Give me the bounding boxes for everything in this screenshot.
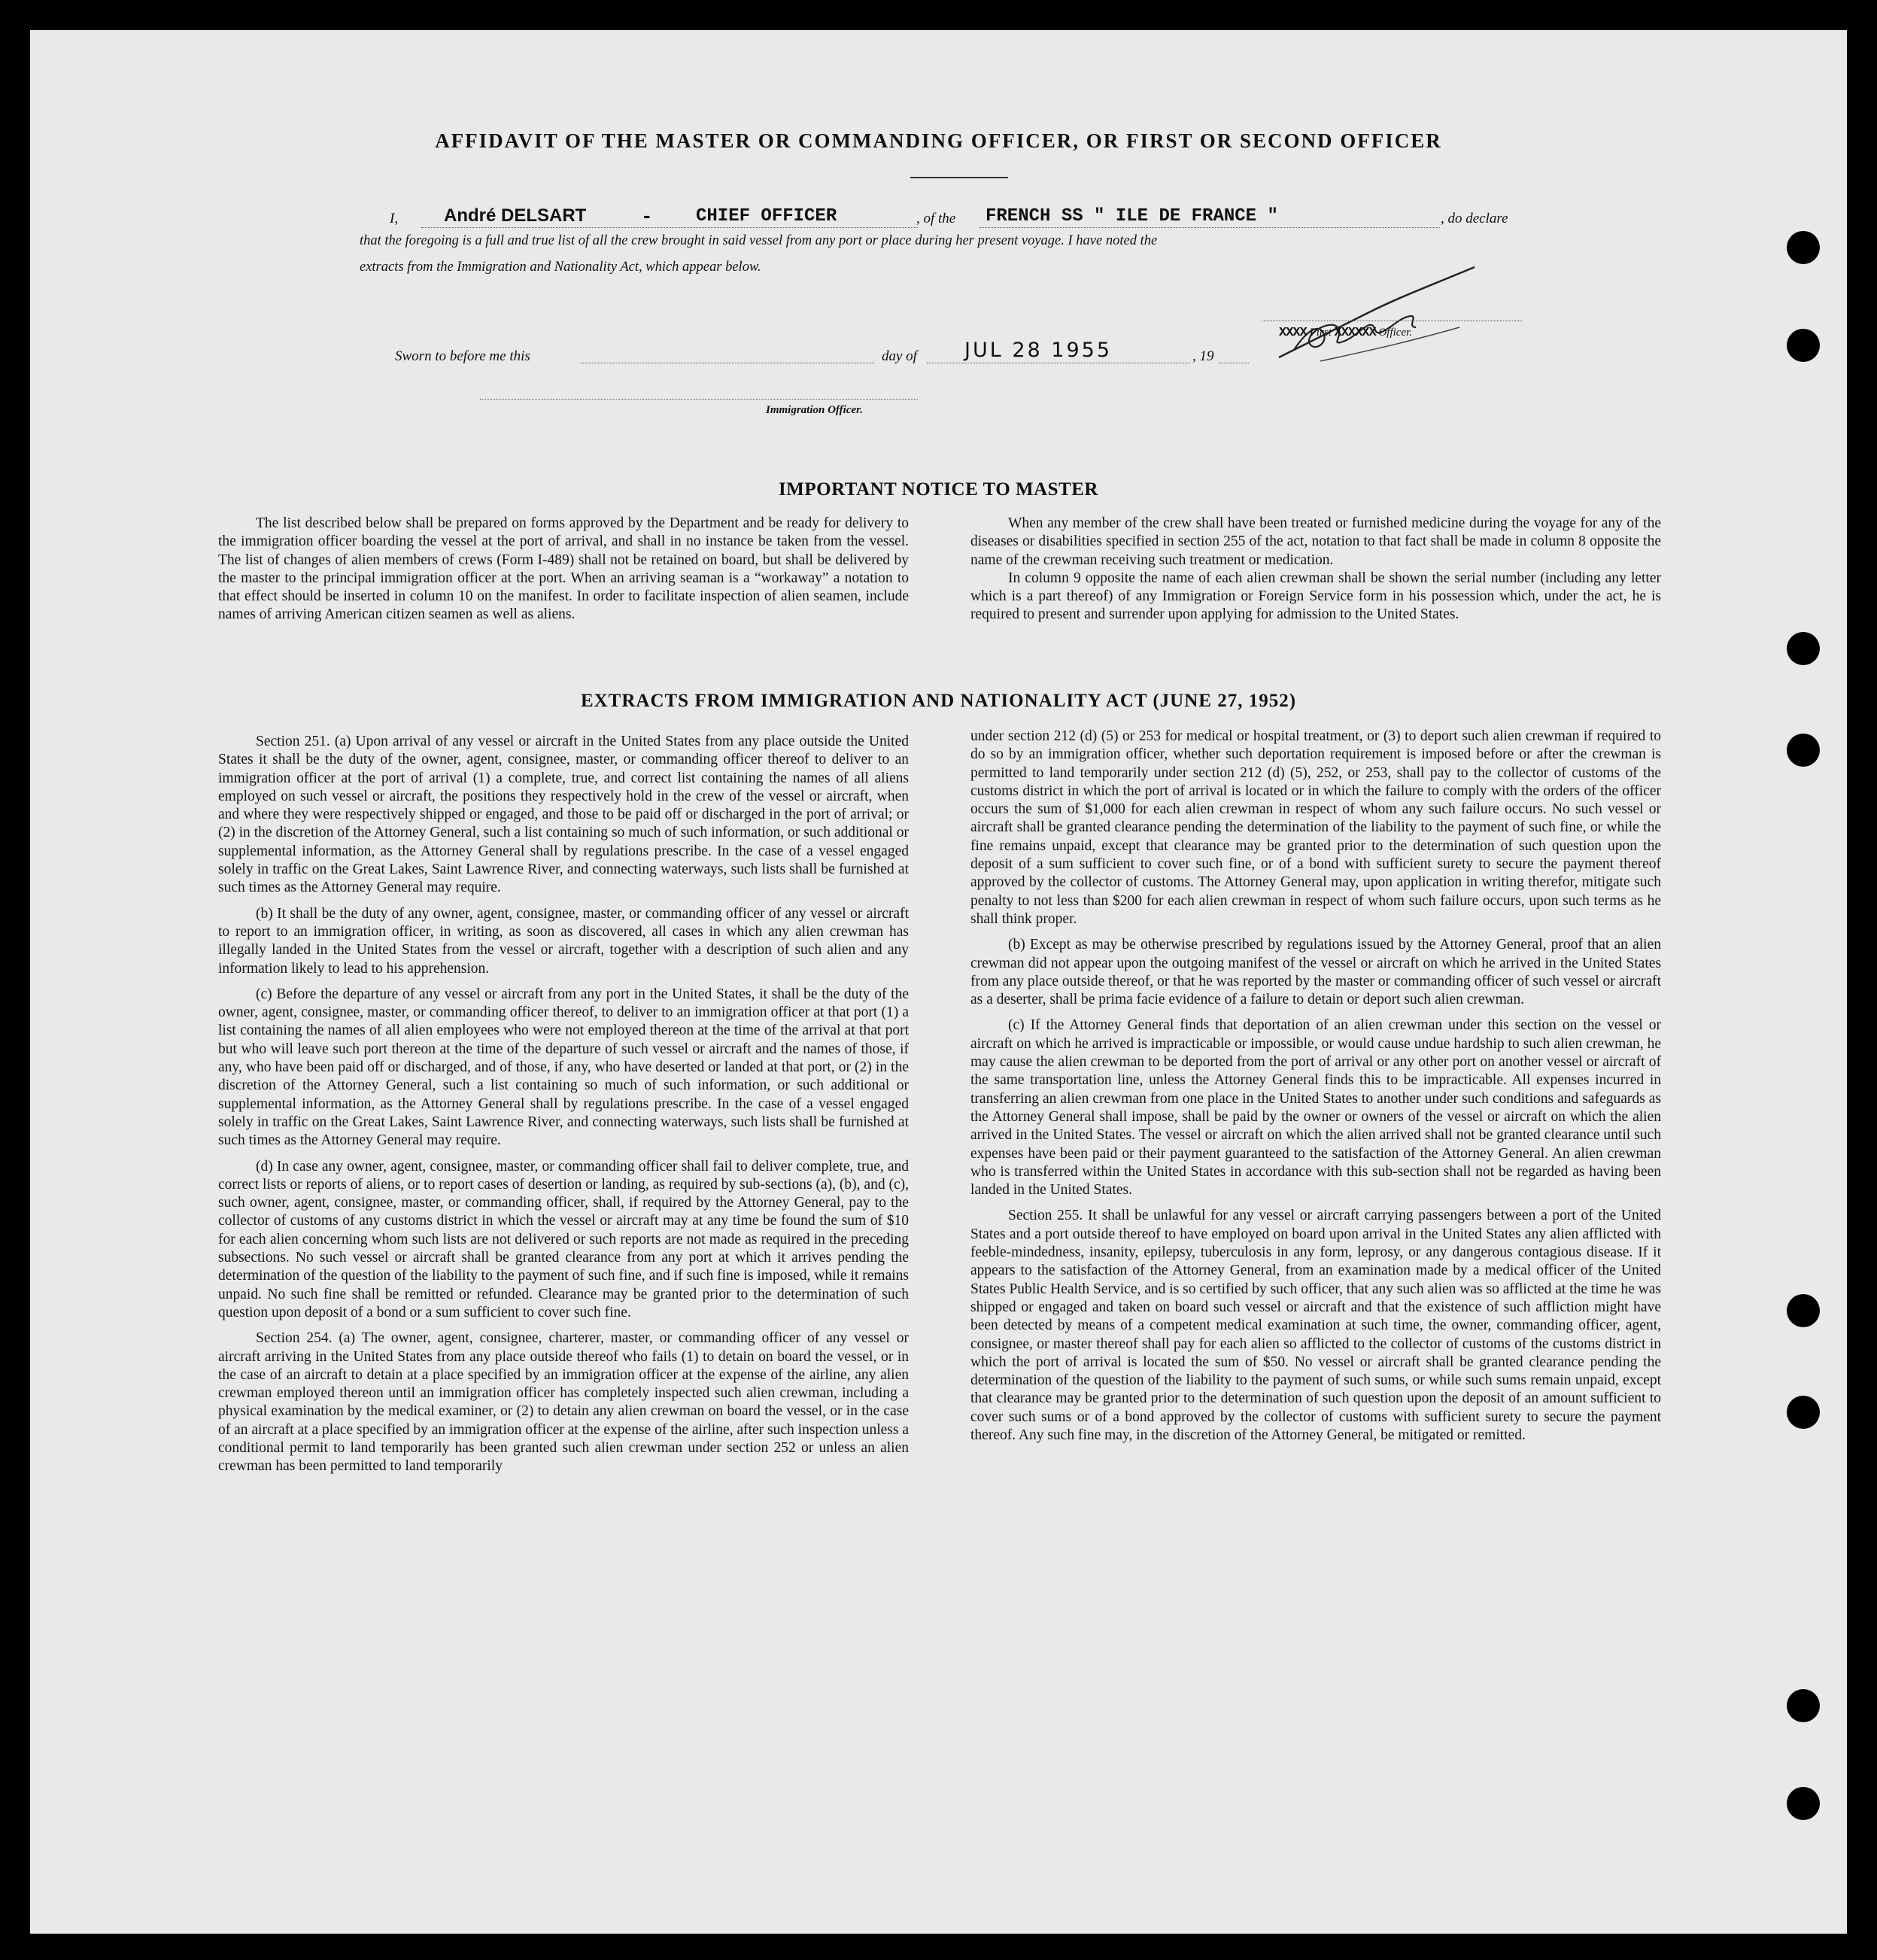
affidavit-title: AFFIDAVIT OF THE MASTER OR COMMANDING OFFICER, OR FIRST OR SECOND OFFICER: [435, 129, 1442, 152]
immigration-officer-label: Immigration Officer.: [766, 404, 863, 416]
vessel-line: [980, 227, 1440, 228]
dash: -: [641, 205, 653, 228]
section-251-a: Section 251. (a) Upon arrival of any vessel or aircraft in the United States from any place outside the United States it shall be the duty of the owner, agent, consignee, master, or commanding officer thereof to deliver to an immigration officer at the port of arrival (1) a complete, true, and correct list containing the names of all aliens employed on such vessel or aircraft, the positions they respectively hold in the crew of the vessel or aircraft, when and where they were respectively shipped or engaged, and those to be paid off or discharged in the port of arrival; or (2) in the discretion of the Attorney General, such a list containing so much of such information, or such additional or supplemental information, as the Attorney General shall by regulations prescribe. In the case of a vessel engaged solely in traffic on the Great Lakes, Saint Lawrence River, and connecting waterways, such lists shall be furnished at such times as the Attorney General may require.: [218, 734, 909, 896]
do-declare-label: , do declare: [1441, 211, 1508, 226]
rank-line: [421, 227, 918, 228]
section-254-a-cont: under section 212 (d) (5) or 253 for medical or hospital treatment, or (3) to deport such alien crewman if required to do so by an immigration officer, whether such deportation requirement is imposed before or after the crewman is permitted to land temporarily under section 212 (d) (5), 252, or 253, shall pay to the collector of customs of the customs district in which the port of arrival is located or in which the failure to comply with the orders of the officer occurs the sum of $1,000 for each alien crewman in respect of whom any such failure occurs. No such vessel or aircraft shall be granted clearance pending the determination of the liability to the payment of such fine, or while the fine remains unpaid, except that clearance may be granted prior to the determination of such question upon the deposit of a sum sufficient to cover such fine, or of a bond with sufficient surety to secure the payment thereof approved by the collector of customs. The Attorney General may, upon application in writing therefor, mitigate such penalty to not less than $200 for each alien crewman in respect of whom such failure occurs, upon such terms as he shall think proper.: [970, 728, 1661, 927]
binder-hole: [1787, 1689, 1820, 1722]
notice-right-paragraph-2: In column 9 opposite the name of each alien crewman shall be shown the serial number (including any letter which is a part thereof) of any Immigration or Foreign Service form in his possession which, under the act, he is required to present and surrender upon applying for admission to the United States.: [970, 570, 1661, 623]
day-of-label: day of: [882, 348, 917, 364]
binder-hole: [1787, 1294, 1820, 1327]
sworn-label: Sworn to before me this: [395, 348, 530, 364]
extracts-left-column: [218, 733, 909, 1484]
struck-mate: XXXXXX: [1334, 326, 1376, 340]
notice-right-paragraph-1: When any member of the crew shall have been treated or furnished medicine during the voyage for any of the diseases or disabilities specified in section 255 of the act, notation to that fact shall be made in column 8 opposite the name of the crewman receiving such treatment or medication.: [970, 515, 1661, 568]
notice-title: IMPORTANT NOTICE TO MASTER: [779, 479, 1098, 500]
section-255: Section 255. It shall be unlawful for any vessel or aircraft carrying passengers between a port of the United States and a port outside thereof to have employed on board upon arrival in the United States any alien afflicted with feeble-mindedness, insanity, epilepsy, tuberculosis in any form, leprosy, or any dangerous contagious disease. If it appears to the satisfaction of the Attorney General, from an examination made by a medical officer of the United States Public Health Service, and is so certified by such officer, that any such alien was so afflicted at the time he was shipped or engaged and taken on board such vessel or aircraft and that the existence of such affliction might have been detected by means of a competent medical examination at such time, the owner, commanding officer, agent, consignee, or master thereof shall pay for each alien so afflicted to the collector of customs of the customs district in which the port of arrival is located the sum of $50. No vessel or aircraft shall be granted clearance pending the determination of the question of the liability to the payment of such sums, or while such sums remain unpaid, except that clearance may be granted prior to the determination of such question upon the deposit of an amount sufficient to cover such sums or of a bond approved by the collector of customs with sufficient surety to secure the payment thereof. Any such fine may, in the discretion of the Attorney General, be mitigated or remitted.: [970, 1208, 1661, 1443]
binder-hole: [1787, 231, 1820, 264]
struck-second: XXXX: [1279, 326, 1307, 340]
immigration-officer-line: [480, 399, 918, 400]
section-251-d: (d) In case any owner, agent, consignee, master, or commanding officer shall fail to deliver complete, true, and correct lists or reports of aliens, or to report cases of desertion or landing, as required by sub-sections (a), (b), and (c), such owner, agent, consignee, master, or commanding officer, shall, if required by the Attorney General, pay to the collector of customs of any customs district in which the vessel or aircraft may at any time be found the sum of $10 for each alien concerning whom such lists are not delivered or such reports are not made as required in the preceding subsections. No such vessel or aircraft shall be granted clearance from any port at which it arrives pending the determination of the question of the liability to the payment of such fine, and if such fine is imposed, while it remains unpaid. No such fine shall be remitted or refunded. Clearance may be granted prior to the determination of such question upon deposit of a bond or a sum sufficient to cover such fine.: [218, 1158, 909, 1320]
sworn-date-stamp: JUL 28 1955: [964, 339, 1113, 362]
section-251-c: (c) Before the departure of any vessel or aircraft from any port in the United States, it shall be the duty of the owner, agent, consignee, master, or commanding officer thereof, to deliver to an immigration officer at that port (1) a list containing the names of all alien employees who were not employed thereon at the time of the arrival at that port but who will leave such port thereon at the time of the departure of such vessel or aircraft and the names of those, if any, who have been paid off or discharged, and of those, if any, who have deserted or landed at that port, or (2) in the discretion of the Attorney General, such a list containing so much of such information, or such additional or supplemental information, as the Attorney General shall by regulations prescribe. In the case of a vessel engaged solely in traffic on the Great Lakes, Saint Lawrence River, and connecting waterways, such lists shall be furnished at such times as the Attorney General may require.: [218, 986, 909, 1149]
title-rule: [910, 177, 1008, 178]
section-254-c: (c) If the Attorney General finds that deportation of an alien crewman under this section on the vessel or aircraft on which he arrived is impracticable or impossible, or would cause undue hardship to such alien crewman, he may cause the alien crewman to be deported from the port of arrival or any other port on another vessel or aircraft of the same transportation line, unless the Attorney General finds this to be impracticable. All expenses incurred in transferring an alien crewman from one place in the United States to another under such conditions and safeguards as the Attorney General shall impose, shall be paid by the owner or owners of the vessel or aircraft on which the alien arrived in the United States. The vessel or aircraft on which the alien arrived shall not be granted clearance until such expenses have been paid or their payment guaranteed to the satisfaction of the Attorney General. An alien crewman who is transferred within the United States in accordance with this sub-section shall not be regarded as having been landed in the United States.: [970, 1017, 1661, 1199]
first-label: First: [1309, 327, 1332, 339]
declaration-line-1: that the foregoing is a full and true list of all the crew brought in said vessel from any port or place during her present voyage. I have noted the: [360, 233, 1158, 248]
section-254-a: Section 254. (a) The owner, agent, consignee, charterer, master, or commanding officer of any vessel or aircraft arriving in the United States from any place outside thereof who fails (1) to detain on board the vessel, or in the case of an aircraft to detain at a place specified by an immigration officer at the expense of the airline, any alien crewman employed thereon until an immigration officer has completely inspected such alien crewman, including a physical examination by the medical examiner, or (2) to detain any alien crewman on board the vessel, or in the case of an aircraft at a place specified by an immigration officer at the expense of the airline, after such inspection unless a conditional permit to land temporarily has been granted such alien crewman under section 252 or unless an alien crewman has been permitted to land temporarily: [218, 1330, 909, 1475]
binder-hole: [1787, 1396, 1820, 1429]
notice-right-column: [970, 515, 1661, 632]
year-prefix: , 19: [1192, 348, 1214, 364]
document-page: [30, 30, 1847, 1934]
notice-left-column: [218, 515, 909, 632]
officer-name: André DELSART: [444, 205, 587, 226]
section-251-b: (b) It shall be the duty of any owner, agent, consignee, master, or commanding officer of any vessel or aircraft to report to an immigration officer, in writing, as soon as discovered, all cases in which any alien crewman has illegally landed in the United States from the vessel or aircraft, together with a description of such alien and any information likely to lead to his apprehension.: [218, 905, 909, 977]
vessel-name: FRENCH SS " ILE DE FRANCE ": [986, 206, 1278, 226]
of-the-label: , of the: [916, 211, 956, 226]
binder-hole: [1787, 1787, 1820, 1820]
extracts-right-column: [970, 728, 1661, 1452]
section-254-b: (b) Except as may be otherwise prescribed by regulations issued by the Attorney General, proof that an alien crewman did not appear upon the outgoing manifest of the vessel or aircraft on which he arrived in the United States from any place outside thereof, or that he was reported by the master or commanding officer of such vessel or aircraft as a deserter, shall be prima facie evidence of a failure to detain or deport such alien crewman.: [970, 937, 1661, 1008]
binder-hole: [1787, 329, 1820, 362]
officer-rank: CHIEF OFFICER: [696, 206, 837, 226]
signature: [1249, 256, 1520, 369]
binder-hole: [1787, 632, 1820, 665]
i-label: I,: [390, 211, 399, 226]
officer-label: Officer.: [1378, 327, 1413, 339]
extracts-title: EXTRACTS FROM IMMIGRATION AND NATIONALITY ACT (JUNE 27, 1952): [580, 691, 1297, 711]
declaration-line-2: extracts from the Immigration and Nationality Act, which appear below.: [360, 260, 761, 275]
binder-hole: [1787, 734, 1820, 767]
notice-left-paragraph: The list described below shall be prepared on forms approved by the Department and be ready for delivery to the immigration officer boarding the vessel at the port of arrival, and shall in no instance be taken from the vessel. The list of changes of alien members of crews (Form I-489) shall not be retained on board, but shall be delivered by the master to the principal immigration officer at the port. When an arriving seaman is a “workaway” a notation to that effect should be inserted in column 10 on the manifest. In order to facilitate inspection of alien seamen, include names of arriving American citizen seamen as well as aliens.: [218, 515, 909, 623]
officer-title-label: [1279, 326, 1412, 340]
